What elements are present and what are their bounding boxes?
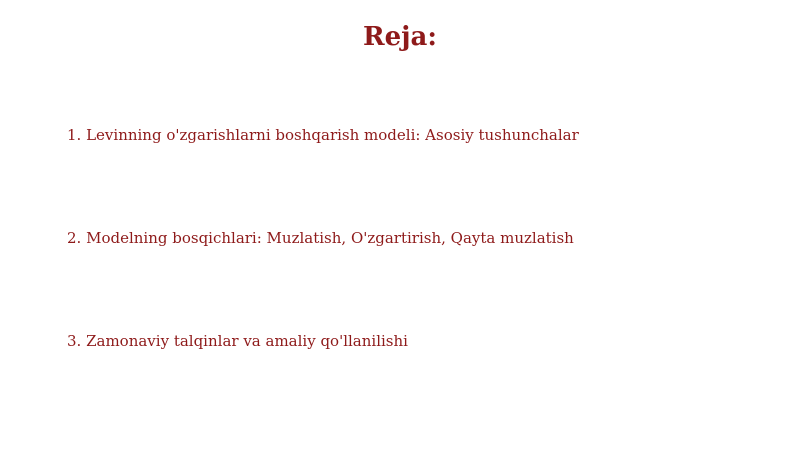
plan-item-1: 1. Levinning o'zgarishlarni boshqarish modeli: Asosiy tushunchalar (67, 126, 579, 144)
plan-item-3: 3. Zamonaviy talqinlar va amaliy qo'llanilishi (67, 332, 408, 350)
slide-title: Reja: (362, 22, 437, 52)
plan-item-2: 2. Modelning bosqichlari: Muzlatish, O'zgartirish, Qayta muzlatish (67, 229, 574, 247)
